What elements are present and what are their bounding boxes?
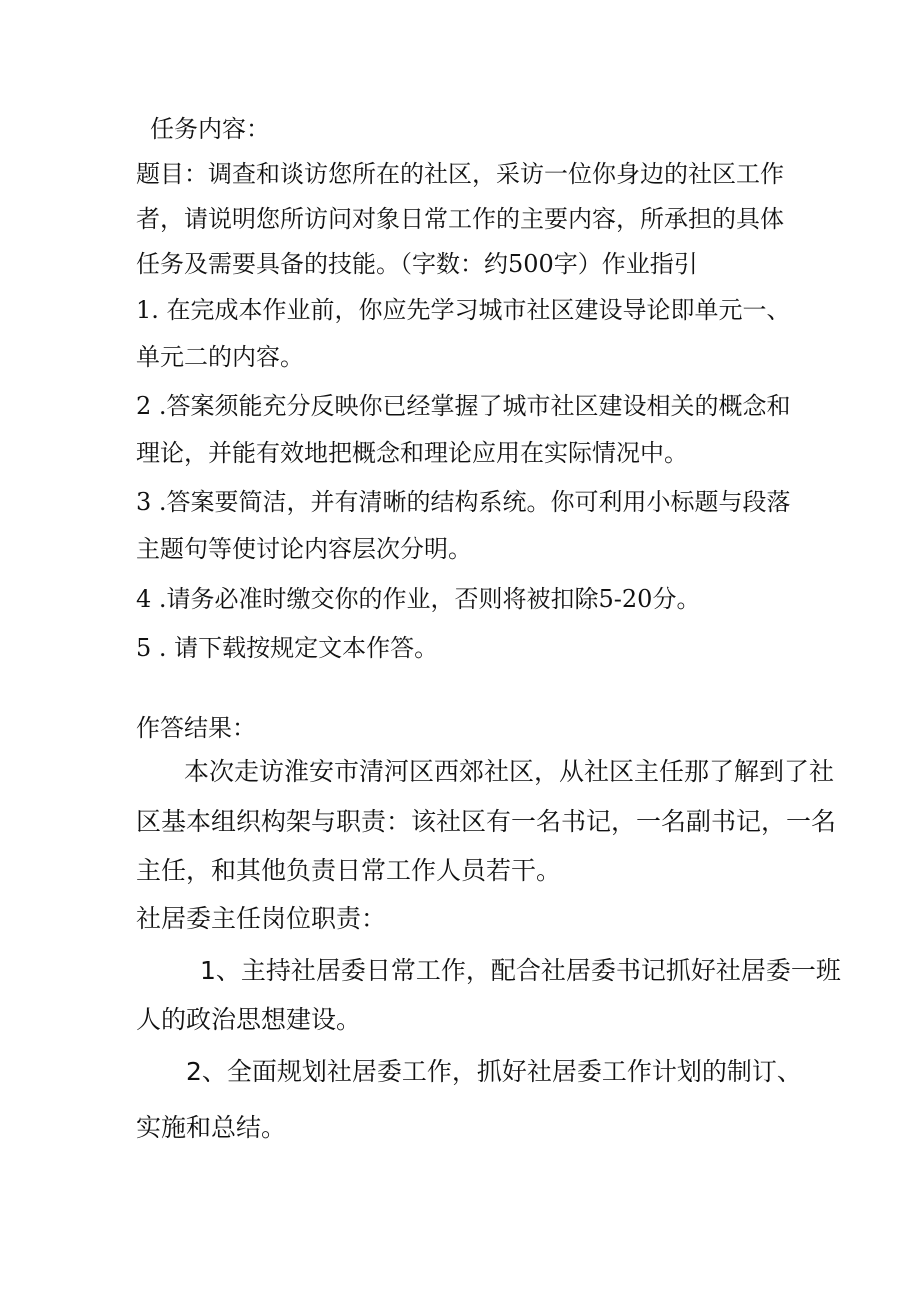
guideline-2-cont: 理论，并能有效地把概念和理论应用在实际情况中。 [136,439,688,467]
answer-intro-line-1: 本次走访淮安市清河区西郊社区，从社区主任那了解到了社 [184,757,835,786]
task-heading: 任务内容： [150,115,270,143]
duty-1-cont: 人的政治思想建设。 [136,1005,362,1034]
task-title-line-1: 题目：调查和谈访您所在的社区，采访一位你身边的社区工作 [136,160,784,188]
answer-intro-line-3: 主任，和其他负责日常工作人员若干。 [136,856,562,885]
guideline-1: 1. 在完成本作业前，你应先学习城市社区建设导论即单元一、 [136,296,791,324]
answer-intro-line-2: 区基本组织构架与职责：该社区有一名书记，一名副书记，一名 [136,807,837,836]
guideline-4: 4 .请务必准时缴交你的作业，否则将被扣除5-20分。 [136,585,701,613]
duties-heading: 社居委主任岗位职责： [136,904,387,933]
answer-heading: 作答结果： [136,714,256,742]
guideline-3: 3 .答案要简洁，并有清晰的结构系统。你可利用小标题与段落 [136,488,791,516]
duty-2: 2、全面规划社居委工作，抓好社居委工作计划的制订、 [186,1057,802,1086]
duty-2-cont: 实施和总结。 [136,1113,287,1142]
task-title-line-2: 者，请说明您所访问对象日常工作的主要内容，所承担的具体 [136,205,784,233]
guideline-2: 2 .答案须能充分反映你已经掌握了城市社区建设相关的概念和 [136,392,791,420]
guideline-3-cont: 主题句等使讨论内容层次分明。 [136,535,472,563]
task-title-line-3: 任务及需要具备的技能。（字数：约500字）作业指引 [136,250,698,278]
guideline-5: 5 . 请下载按规定文本作答。 [136,634,439,662]
duty-1: 1、主持社居委日常工作，配合社居委书记抓好社居委一班 [200,956,841,985]
guideline-1-cont: 单元二的内容。 [136,343,304,371]
